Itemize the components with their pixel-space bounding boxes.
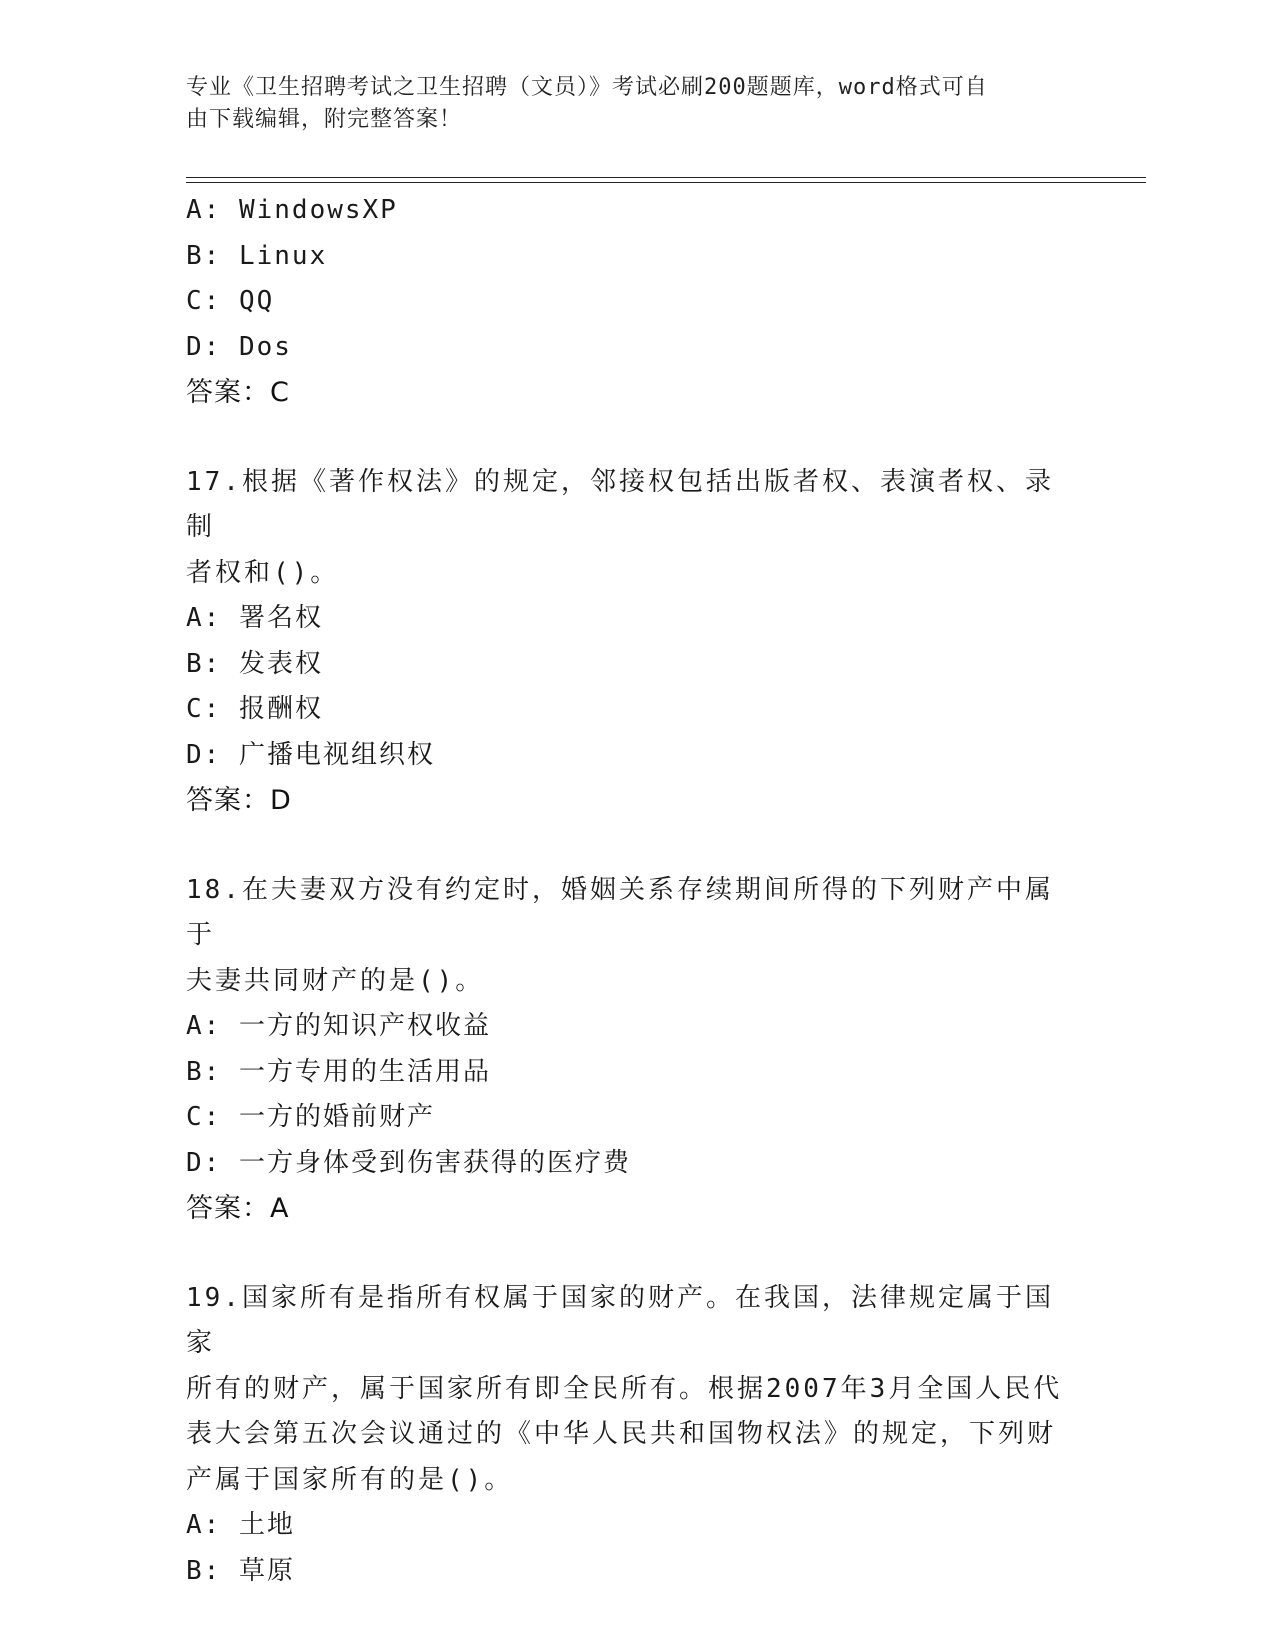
header-line-2: 由下载编辑，附完整答案！ — [186, 107, 463, 132]
option-a: A: 土地 — [186, 1510, 295, 1540]
spacer — [186, 416, 1066, 460]
option-a: A: 一方的知识产权收益 — [186, 1011, 491, 1041]
option-b: B: 发表权 — [186, 648, 323, 679]
header-line-1: 专业《卫生招聘考试之卫生招聘（文员）》考试必刷200题题库，word格式可自 — [186, 75, 988, 100]
question-stem-line: 者权和()。 — [186, 557, 340, 588]
option-a: A: 署名权 — [186, 603, 323, 633]
question-stem-line: 17.根据《著作权法》的规定，邻接权包括出版者权、表演者权、录制 — [186, 466, 1054, 542]
question-18 — [186, 868, 1066, 1232]
question-stem-line: 产属于国家所有的是()。 — [186, 1464, 514, 1495]
spacer — [186, 1232, 1066, 1276]
option-c: C: 一方的婚前财产 — [186, 1102, 435, 1132]
question-stem-line: 表大会第五次会议通过的《中华人民共和国物权法》的规定，下列财 — [186, 1419, 1057, 1449]
option-b: B: 草原 — [186, 1555, 295, 1586]
spacer — [186, 824, 1066, 868]
option-c: C: QQ — [186, 286, 275, 316]
option-d: D: Dos — [186, 331, 292, 362]
document-body — [186, 188, 1066, 1594]
question-16-continued — [186, 188, 1066, 416]
document-header — [186, 72, 1066, 136]
answer-line: 答案：C — [186, 377, 290, 408]
question-stem-line: 所有的财产，属于国家所有即全民所有。根据2007年3月全国人民代 — [186, 1373, 1063, 1404]
header-divider-top — [186, 177, 1146, 178]
option-d: D: 一方身体受到伤害获得的医疗费 — [186, 1147, 631, 1178]
question-stem-line: 18.在夫妻双方没有约定时，婚姻关系存续期间所得的下列财产中属于 — [186, 874, 1054, 950]
option-b: B: 一方专用的生活用品 — [186, 1056, 491, 1087]
option-c: C: 报酬权 — [186, 694, 323, 724]
question-stem-line: 夫妻共同财产的是()。 — [186, 965, 485, 996]
answer-line: 答案：D — [186, 785, 292, 816]
option-a: A: WindowsXP — [186, 195, 398, 225]
answer-line: 答案：A — [186, 1193, 290, 1224]
option-d: D: 广播电视组织权 — [186, 739, 435, 770]
question-stem-line: 19.国家所有是指所有权属于国家的财产。在我国，法律规定属于国家 — [186, 1282, 1054, 1358]
header-divider-bottom — [186, 182, 1146, 183]
question-17 — [186, 460, 1066, 824]
option-b: B: Linux — [186, 240, 328, 271]
question-19 — [186, 1276, 1066, 1595]
